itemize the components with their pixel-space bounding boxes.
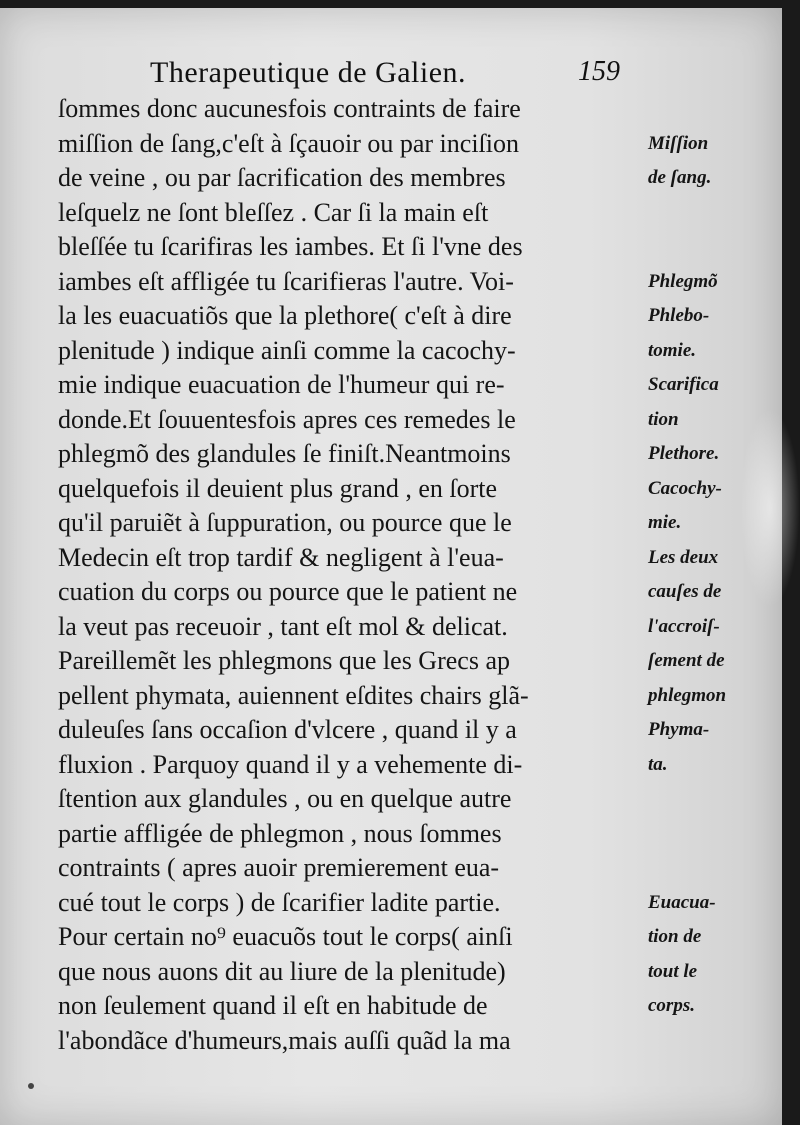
marginal-note: corps. [648,995,695,1016]
running-title: Therapeutique de Galien. [150,56,467,89]
text-line: cué tout le corps ) de ſcarifier ladite partie. [58,887,501,917]
text-line: que nous auons dit au liure de la plenitude) [58,956,506,986]
text-line: la veut pas receuoir , tant eſt mol & delicat. [58,611,508,641]
text-line: leſquelz ne ſont bleſſez . Car ſi la main eſt [58,197,489,227]
marginal-note: mie. [648,512,682,533]
marginal-note: de ſang. [648,167,712,188]
text-line: Pour certain no⁹ euacuõs tout le corps( ainſi [58,922,513,951]
marginal-note: Cacochy- [648,477,722,499]
marginal-note: Les deux [648,546,719,568]
page-number: 159 [578,56,620,87]
text-line: non ſeulement quand il eſt en habitude de [58,991,488,1020]
text-line: de veine , ou par ſacrification des membres [58,163,506,192]
note-gap [648,92,788,127]
text-line: donde.Et ſouuentesfois apres ces remedes le [58,404,516,434]
marginal-note: Phlegmõ [648,270,718,292]
page-header [60,56,630,96]
note-gap [648,230,788,265]
marginal-note: tomie. [648,339,697,361]
text-line: pellent phymata, auiennent eſdites chairs glã- [58,680,529,710]
text-line: iambes eſt affligée tu ſcarifieras l'autre. Voi- [58,266,514,296]
text-line: fluxion . Parquoy quand il y a vehemente di- [58,749,523,779]
text-line: qu'il paruiẽt à ſuppuration, ou pource que le [58,508,512,537]
marginal-note: phlegmon [648,684,727,706]
marginal-note: tion de [648,926,702,947]
marginal-note: Scarifica [648,374,719,395]
marginal-note: ſement de [648,650,725,671]
marginal-note: Miſſion [648,132,709,154]
note-gap [648,196,788,231]
text-line: cuation du corps ou pource que le patient ne [58,577,518,606]
text-line: bleſſée tu ſcarifiras les iambes. Et ſi l'vne des [58,232,523,261]
note-gap [648,851,788,886]
book-page [0,8,782,1125]
marginal-note: tion [648,408,679,430]
note-gap [648,782,788,817]
marginal-note: Euacua- [648,891,716,913]
main-text-column [58,92,658,1058]
marginal-note: Plethore. [648,443,720,464]
marginal-notes [648,92,788,1024]
text-line: partie affligée de phlegmon , nous ſommes [58,818,502,848]
marginal-note: cauſes de [648,581,722,602]
text-line: quelquefois il deuient plus grand , en ſorte [58,473,498,503]
note-gap [648,817,788,852]
text-line: ſommes donc aucunesfois contraints de faire [58,94,521,123]
marginal-note: Phlebo- [648,305,710,326]
text-line: l'abondãce d'humeurs,mais auſſi quãd la ma [58,1025,511,1055]
text-line: plenitude ) indique ainſi comme la cacochy- [58,335,516,365]
ink-dot [28,1083,34,1089]
text-line: phlegmõ des glandules ſe finiſt.Neantmoins [58,439,511,468]
text-line: contraints ( apres auoir premierement eua- [58,853,500,882]
marginal-note: Phyma- [648,719,710,740]
text-line: duleuſes ſans occaſion d'vlcere , quand il y a [58,715,517,744]
marginal-note: ta. [648,753,668,775]
text-line: Medecin eſt trop tardif & negligent à l'eua- [58,542,504,572]
marginal-note: l'accroiſ- [648,615,720,637]
text-line: miſſion de ſang,c'eſt à ſçauoir ou par inciſion [58,128,519,158]
text-line: ſtention aux glandules , ou en quelque autre [58,784,512,813]
text-line: mie indique euacuation de l'humeur qui re- [58,370,505,399]
text-line: Pareillemẽt les phlegmons que les Grecs ap [58,646,510,675]
text-line: la les euacuatiõs que la plethore( c'eſt à dire [58,301,512,330]
marginal-note: tout le [648,960,698,982]
